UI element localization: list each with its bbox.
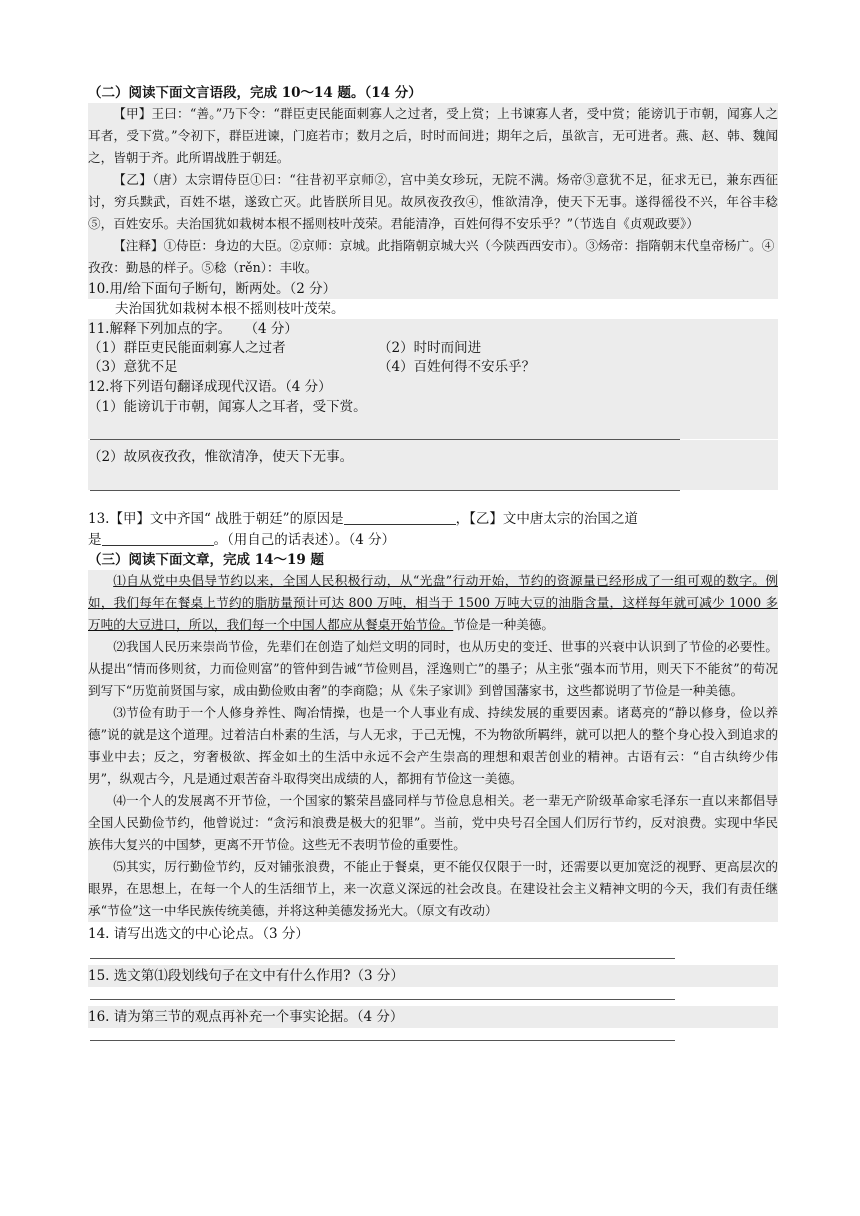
exam-page — [88, 84, 778, 1041]
question-13 — [88, 509, 778, 551]
q13-text-c: 是 — [88, 532, 102, 548]
passage-notes: 【注释】①侍臣：身边的大臣。②京师：京城。此指隋朝京城大兴（今陕西西安市）。③炀帝：指隋朝末代皇帝杨广。④孜孜：勤恳的样子。⑤稔（rěn）：丰收。 — [88, 238, 775, 275]
essay-paragraph-4: ⑷一个人的发展离不开节俭，一个国家的繁荣昌盛同样与节俭息息相关。老一辈无产阶级革命家毛泽东一直以来都倡导全国人民勤俭节约，他曾说过：“贪污和浪费是极大的犯罪”。当前，党中央号召全国人们厉行节约，反对浪费。实现中华民族伟大复兴的中国梦，更离不开节俭。这些无不表明节俭的重要性。 — [88, 793, 778, 852]
essay-paragraph-2: ⑵我国人民历来崇尚节俭，先辈们在创造了灿烂文明的同时，也从历史的变迁、世事的兴衰中认识到了节俭的必要性。从提出“情而侈则贫，力而俭则富”的管仲到告诫“节俭则昌，淫逸则亡”的墨子；从主张“强本而节用，则天下不能贫”的荀况到写下“历览前贤国与家，成由勤俭败由奢”的李商隐；从《朱子家训》到曾国藩家书，这些都说明了节俭是一种美德。 — [88, 639, 778, 698]
question-12-2: （2）故夙夜孜孜，惟欲清净，使天下无事。 — [88, 446, 778, 468]
question-14: 14. 请写出选文的中心论点。（3 分） — [88, 926, 309, 942]
question-12-1: （1）能谤讥于市朝，闻寡人之耳者，受下赏。 — [88, 397, 778, 417]
question-15: 15. 选文第⑴段划线句子在文中有什么作用?（3 分） — [88, 965, 778, 987]
question-11: 11.解释下列加点的字。 （4 分） — [88, 319, 778, 339]
q13-text-d: 。（用自己的话表述）。（4 分） — [213, 532, 396, 548]
section3-title: （三）阅读下面文章，完成 14～19 题 — [88, 552, 324, 568]
question-16: 16. 请为第三节的观点再补充一个事实论据。（4 分） — [88, 1006, 778, 1028]
essay-paragraph-1 — [88, 570, 778, 636]
answer-line-16[interactable] — [90, 1040, 675, 1041]
passage-yi: 【乙】（唐）太宗谓侍臣①曰：“往昔初平京师②，宫中美女珍玩，无院不满。炀帝③意犹不足，征求无已，兼东西征讨，穷兵黩武，百姓不堪，遂致亡灭。此皆朕所目见。故夙夜孜孜④，惟欲清净，使天下无事。遂得徭役不兴，年谷丰稔⑤，百姓安乐。夫治国犹如栽树本根不摇则枝叶茂荣。君能清净，百姓何得不安乐乎？”（节选自《贞观政要》） — [88, 172, 778, 231]
essay-underlined-sentence: ⑴自从党中央倡导节约以来，全国人民积极行动，从“光盘”行动开始，节约的资源量已经形成了一组可观的数字。例如，我们每年在餐桌上节约的脂肪量预计可达 800 万吨，相当于 1500 万吨大豆的油脂含量，这样每年就可减少 1000 多万吨的大豆进口，所以，我们每一个中国人都应从餐桌开始节俭。 — [88, 573, 778, 632]
essay-block — [88, 570, 778, 922]
q13-text-a: 13.【甲】文中齐国“ 战胜于朝廷”的原因是 — [88, 511, 344, 527]
q13-blank-1[interactable] — [344, 510, 456, 525]
essay-p1-rest: 节俭是一种美德。 — [453, 617, 554, 632]
passage-jia: 【甲】王曰：“善。”乃下令：“群臣吏民能面刺寡人之过者，受上赏；上书谏寡人者，受中赏；能谤讥于市朝，闻寡人之耳者，受下赏。”令初下，群臣进谏，门庭若市；数月之后，时时而间进；期年之后，虽欲言，无可进者。燕、赵、韩、魏闻之，皆朝于齐。此所谓战胜于朝廷。 — [88, 106, 778, 165]
question-10: 10.用/给下面句子断句，断两处。（2 分） — [88, 279, 778, 299]
essay-paragraph-3: ⑶节俭有助于一个人修身养性、陶冶情操，也是一个人事业有成、持续发展的重要因素。诸葛亮的“静以修身，俭以养德”说的就是这个道理。过着洁白朴素的生活，与人无求，于己无愧，不为物欲所羁绊，就可以把人的整个身心投入到追求的事业中去；反之，穷奢极欲、挥金如土的生活中永远不会产生崇高的理想和艰苦创业的精神。古语有云：“自古纨绔少伟男”，纵观古今，凡是通过艰苦奋斗取得突出成绩的人，都拥有节俭这一美德。 — [88, 705, 778, 786]
q11-item-4: （4）百姓何得不安乐乎？ — [378, 359, 536, 375]
question-11-row2 — [88, 358, 778, 377]
q11-item-3: （3）意犹不足 — [88, 359, 178, 375]
classical-passage-block — [88, 103, 778, 279]
section2-title: （二）阅读下面文言语段，完成 10～14 题。（14 分） — [88, 85, 422, 101]
q11-item-2: （2）时时而间进 — [378, 340, 482, 356]
essay-paragraph-5: ⑸其实，厉行勤俭节约，反对铺张浪费，不能止于餐桌，更不能仅仅限于一时，还需要以更加宽泛的视野、更高层次的眼界，在思想上，在每一个人的生活细节上，来一次意义深远的社会改良。在建设社会主义精神文明的今天，我们有责任继承“节俭”这一中华民族传统美德，并将这种美德发扬光大。（原文有改动） — [88, 859, 778, 918]
q13-blank-2[interactable] — [102, 531, 214, 546]
q11-item-1: （1）群臣吏民能面刺寡人之过者 — [88, 340, 286, 356]
question-10-sentence: 夫治国犹如栽树本根不摇则枝叶茂荣。 — [115, 301, 345, 317]
question-12: 12.将下列语句翻译成现代汉语。（4 分） — [88, 377, 778, 397]
q13-text-b: ，【乙】文中唐太宗的治国之道 — [455, 511, 638, 527]
question-11-row1 — [88, 339, 778, 358]
